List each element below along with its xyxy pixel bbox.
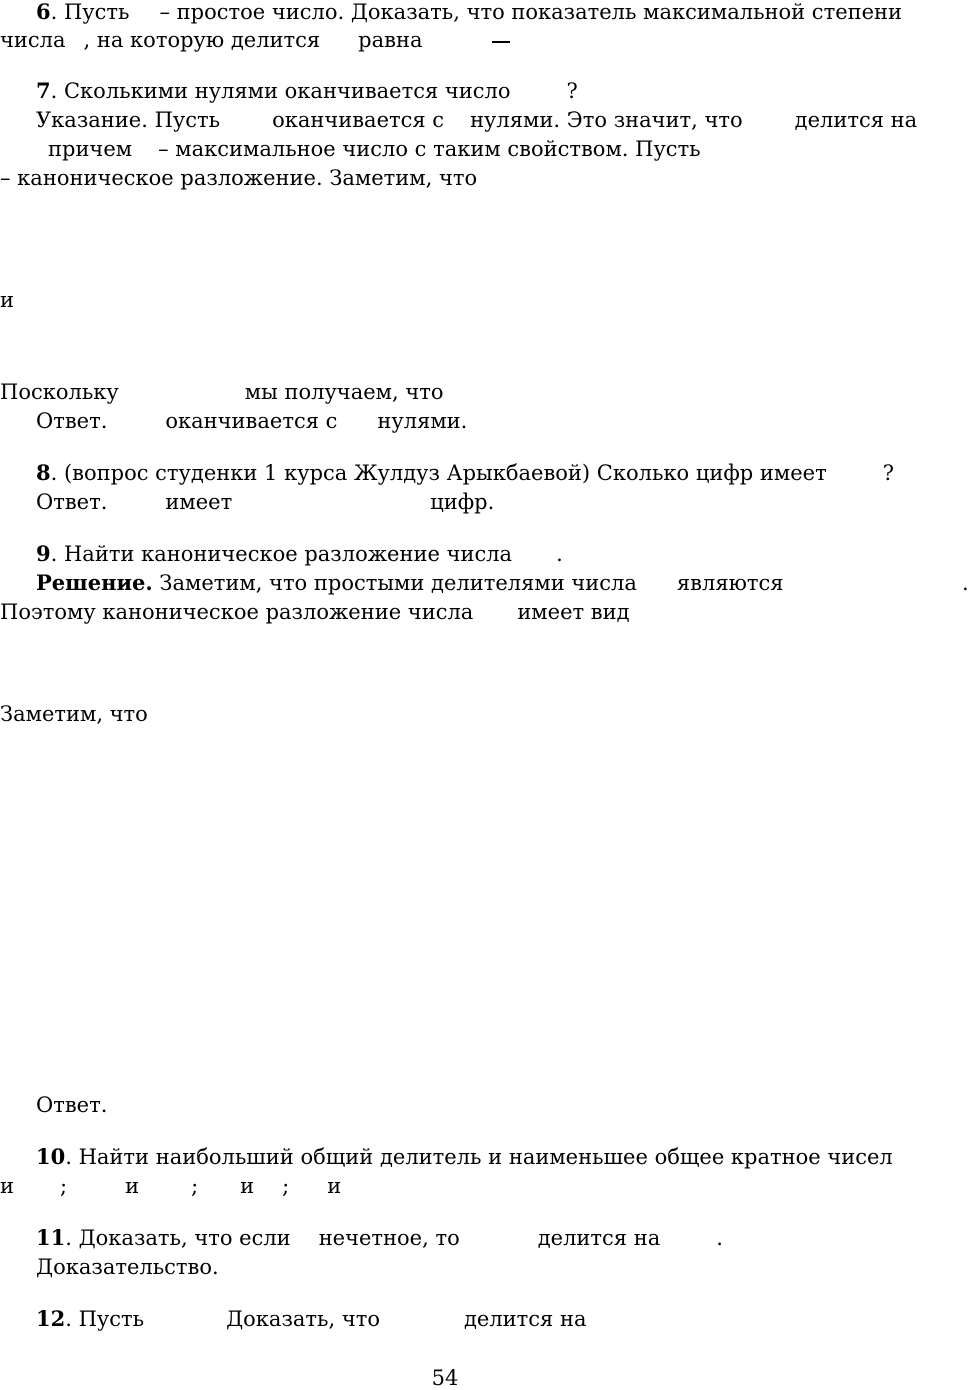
p7-since: Поскольку мы получаем, что — [0, 380, 444, 404]
p7-hint-line1: Указание. Пусть оканчивается с нулями. Это значит, что делится на — [36, 108, 918, 132]
p8-question: 8. (вопрос студенки 1 курса Жулдуз Арыкбаевой) Сколько цифр имеет ? — [36, 460, 894, 485]
p8-answer: Ответ. имеет цифр. — [36, 490, 495, 514]
p10-number: 10 — [36, 1144, 66, 1169]
p9-solution-label: Решение. — [36, 570, 153, 595]
p9-number: 9 — [36, 541, 51, 566]
dash-mark — [492, 41, 510, 43]
p10-question: 10. Найти наибольший общий делитель и наименьшее общее кратное чисел — [36, 1144, 893, 1169]
p6-line2: числа , на которую делится равна — [0, 28, 510, 52]
p9-solution-period: . — [962, 571, 969, 595]
p11-number: 11 — [36, 1225, 66, 1250]
p7-number: 7 — [36, 78, 51, 103]
p9-note: Заметим, что — [0, 702, 148, 726]
p9-answer: Ответ. — [36, 1093, 108, 1117]
p9-solution-line1: Решение. Заметим, что простыми делителями числа являются — [36, 570, 784, 595]
p7-question: 7. Сколькими нулями оканчивается число ? — [36, 78, 578, 103]
p6-line1: 6. Пусть – простое число. Доказать, что показатель максимальной степени — [36, 0, 903, 24]
p11-proof: Доказательство. — [36, 1255, 219, 1279]
p10-parts: и ; и ; и ; и — [0, 1174, 342, 1198]
p11-question: 11. Доказать, что если нечетное, то делится на . — [36, 1225, 723, 1250]
p6-number: 6 — [36, 0, 51, 24]
p12-question: 12. Пусть Доказать, что делится на — [36, 1306, 587, 1331]
p7-hint-line3: – каноническое разложение. Заметим, что — [0, 166, 478, 190]
p7-answer: Ответ. оканчивается с нулями. — [36, 409, 468, 433]
p12-number: 12 — [36, 1306, 66, 1331]
p8-number: 8 — [36, 460, 51, 485]
p7-hint-line2: причем – максимальное число с таким свойством. Пусть — [48, 137, 701, 161]
p7-and: и — [0, 288, 14, 312]
p9-solution-line2: Поэтому каноническое разложение числа имеет вид — [0, 600, 630, 624]
p9-question: 9. Найти каноническое разложение числа . — [36, 541, 563, 566]
page-number: 54 — [431, 1366, 459, 1390]
